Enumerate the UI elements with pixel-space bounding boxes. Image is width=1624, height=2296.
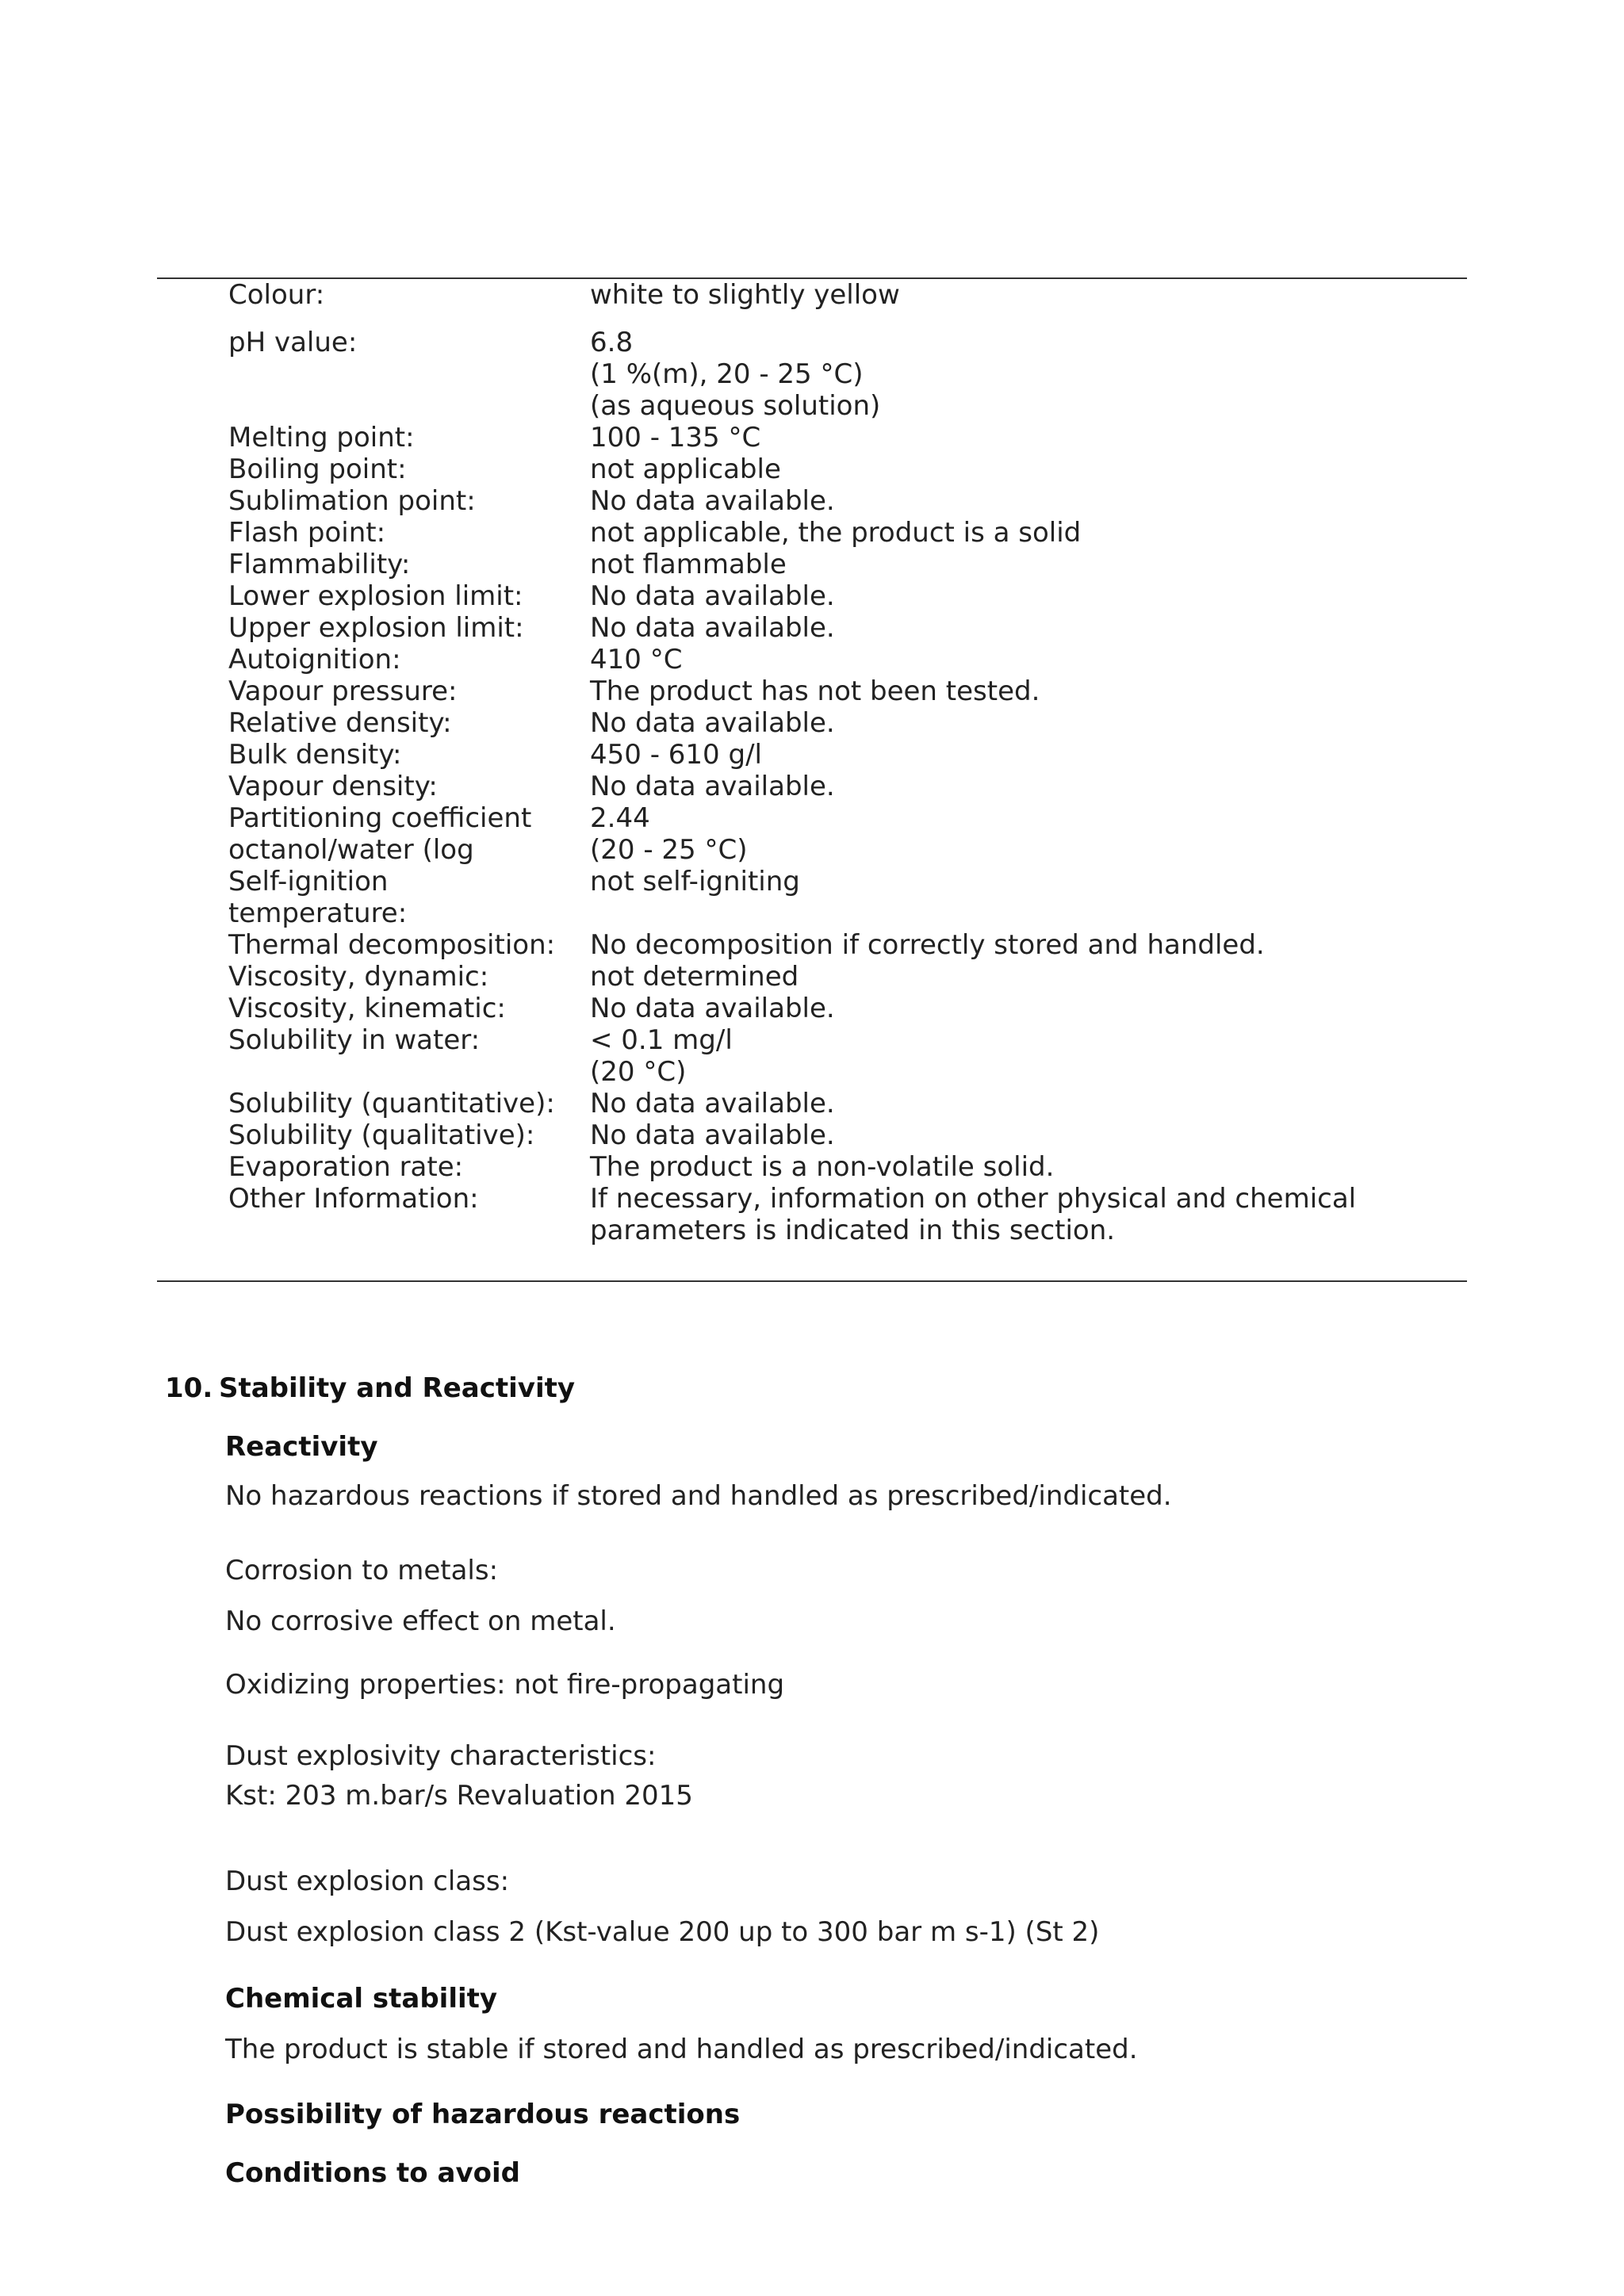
property-value-line: (1 %(m), 20 - 25 °C) bbox=[590, 358, 864, 390]
dust-class-value: Dust explosion class 2 (Kst-value 200 up to 300 bar m s-1) (St 2) bbox=[225, 1916, 1100, 1948]
property-label: Sublimation point: bbox=[228, 485, 476, 517]
property-row bbox=[228, 485, 1418, 517]
property-value-line: not applicable, the product is a solid bbox=[590, 517, 1082, 549]
property-row bbox=[228, 739, 1418, 771]
property-label: Thermal decomposition: bbox=[228, 929, 556, 961]
physical-properties-list bbox=[228, 279, 1418, 1246]
property-row bbox=[228, 580, 1418, 612]
property-label: Solubility (quantitative): bbox=[228, 1088, 555, 1119]
section-number: 10. bbox=[165, 1372, 213, 1404]
dust-class-label: Dust explosion class: bbox=[225, 1866, 510, 1897]
property-value-line: parameters is indicated in this section. bbox=[590, 1215, 1116, 1246]
property-value-line: The product is a non-volatile solid. bbox=[590, 1151, 1055, 1183]
property-row bbox=[228, 993, 1418, 1024]
property-row bbox=[228, 707, 1418, 739]
property-label: Evaporation rate: bbox=[228, 1151, 464, 1183]
property-label: Upper explosion limit: bbox=[228, 612, 524, 644]
property-value bbox=[590, 739, 1418, 771]
property-value bbox=[590, 1183, 1418, 1246]
property-value-line: not flammable bbox=[590, 549, 787, 580]
property-row bbox=[228, 1088, 1418, 1119]
property-value bbox=[590, 612, 1418, 644]
property-label: pH value: bbox=[228, 327, 358, 358]
property-row bbox=[228, 453, 1418, 485]
property-label: Vapour density: bbox=[228, 771, 438, 802]
property-row bbox=[228, 675, 1418, 707]
property-value bbox=[590, 327, 1418, 422]
property-label: Viscosity, dynamic: bbox=[228, 961, 489, 993]
reactivity-text: No hazardous reactions if stored and handled as prescribed/indicated. bbox=[225, 1480, 1172, 1512]
property-row bbox=[228, 612, 1418, 644]
reactivity-heading: Reactivity bbox=[225, 1431, 378, 1463]
property-value-line: 6.8 bbox=[590, 327, 634, 358]
dust-explosivity-value: Kst: 203 m.bar/s Revaluation 2015 bbox=[225, 1780, 693, 1812]
property-value-line: (20 - 25 °C) bbox=[590, 834, 748, 866]
property-row bbox=[228, 802, 1418, 866]
property-label: Flammability: bbox=[228, 549, 411, 580]
property-label: Other Information: bbox=[228, 1183, 479, 1215]
property-value bbox=[590, 1024, 1418, 1088]
property-value bbox=[590, 422, 1418, 453]
property-value-line: (as aqueous solution) bbox=[590, 390, 881, 422]
property-label: Self-ignition temperature: bbox=[228, 866, 408, 929]
property-value bbox=[590, 993, 1418, 1024]
property-label: Boiling point: bbox=[228, 453, 407, 485]
property-value bbox=[590, 1088, 1418, 1119]
property-value bbox=[590, 961, 1418, 993]
property-value bbox=[590, 866, 1418, 929]
property-value-line: No data available. bbox=[590, 1119, 835, 1151]
property-value bbox=[590, 549, 1418, 580]
property-value bbox=[590, 675, 1418, 707]
property-value-line: not applicable bbox=[590, 453, 781, 485]
property-label: Flash point: bbox=[228, 517, 386, 549]
property-value-line: 410 °C bbox=[590, 644, 683, 675]
property-value bbox=[590, 802, 1418, 866]
property-label: Relative density: bbox=[228, 707, 452, 739]
property-value-line: No data available. bbox=[590, 580, 835, 612]
property-value-line: No decomposition if correctly stored and handled. bbox=[590, 929, 1265, 961]
property-row bbox=[228, 517, 1418, 549]
property-row bbox=[228, 961, 1418, 993]
property-row bbox=[228, 929, 1418, 961]
oxidizing-text: Oxidizing properties: not fire-propagating bbox=[225, 1669, 785, 1701]
property-label: Viscosity, kinematic: bbox=[228, 993, 506, 1024]
property-value bbox=[590, 1151, 1418, 1183]
property-label: Solubility in water: bbox=[228, 1024, 481, 1056]
property-label: Colour: bbox=[228, 279, 325, 311]
property-label: Lower explosion limit: bbox=[228, 580, 523, 612]
property-row bbox=[228, 1024, 1418, 1088]
corrosion-label: Corrosion to metals: bbox=[225, 1555, 499, 1586]
property-row bbox=[228, 1119, 1418, 1151]
property-row bbox=[228, 549, 1418, 580]
section-heading bbox=[165, 1372, 1465, 1405]
property-value bbox=[590, 771, 1418, 802]
property-value bbox=[590, 707, 1418, 739]
section-title: Stability and Reactivity bbox=[219, 1372, 576, 1404]
property-label: Solubility (qualitative): bbox=[228, 1119, 535, 1151]
property-value-line: 100 - 135 °C bbox=[590, 422, 761, 453]
property-row bbox=[228, 771, 1418, 802]
hazardous-reactions-heading: Possibility of hazardous reactions bbox=[225, 2099, 741, 2130]
property-value bbox=[590, 485, 1418, 517]
property-value bbox=[590, 1119, 1418, 1151]
corrosion-text: No corrosive effect on metal. bbox=[225, 1605, 616, 1637]
property-label: Vapour pressure: bbox=[228, 675, 458, 707]
property-value-line: < 0.1 mg/l bbox=[590, 1024, 733, 1056]
property-row bbox=[228, 644, 1418, 675]
property-row bbox=[228, 279, 1418, 311]
table-bottom-rule bbox=[157, 1280, 1467, 1282]
property-row bbox=[228, 1183, 1418, 1246]
property-value-line: not determined bbox=[590, 961, 799, 993]
property-value-line: No data available. bbox=[590, 612, 835, 644]
property-row bbox=[228, 1151, 1418, 1183]
dust-explosivity-label: Dust explosivity characteristics: bbox=[225, 1740, 657, 1772]
property-value bbox=[590, 929, 1418, 961]
property-value-line: If necessary, information on other physical and chemical bbox=[590, 1183, 1357, 1215]
property-value bbox=[590, 279, 1418, 311]
property-row bbox=[228, 866, 1418, 929]
chemical-stability-text: The product is stable if stored and handled as prescribed/indicated. bbox=[225, 2034, 1138, 2065]
property-label: Autoignition: bbox=[228, 644, 401, 675]
property-value bbox=[590, 580, 1418, 612]
section-body bbox=[165, 1430, 1465, 2190]
property-value-line: 2.44 bbox=[590, 802, 650, 834]
property-row bbox=[228, 327, 1418, 422]
property-value-line: not self-igniting bbox=[590, 866, 800, 897]
property-label: Bulk density: bbox=[228, 739, 402, 771]
property-value-line: white to slightly yellow bbox=[590, 279, 900, 311]
property-value-line: No data available. bbox=[590, 993, 835, 1024]
property-label: Partitioning coefficient octanol/water (log bbox=[228, 802, 532, 866]
chemical-stability-heading: Chemical stability bbox=[225, 1983, 498, 2015]
property-value-line: 450 - 610 g/l bbox=[590, 739, 762, 771]
property-value-line: No data available. bbox=[590, 707, 835, 739]
property-value bbox=[590, 453, 1418, 485]
property-value-line: (20 °C) bbox=[590, 1056, 687, 1088]
property-value-line: The product has not been tested. bbox=[590, 675, 1040, 707]
property-value-line: No data available. bbox=[590, 485, 835, 517]
property-value bbox=[590, 517, 1418, 549]
property-value bbox=[590, 644, 1418, 675]
property-value-line: No data available. bbox=[590, 1088, 835, 1119]
property-label: Melting point: bbox=[228, 422, 415, 453]
property-row bbox=[228, 422, 1418, 453]
section-10 bbox=[165, 1372, 1465, 2190]
conditions-to-avoid-heading: Conditions to avoid bbox=[225, 2157, 520, 2189]
property-value-line: No data available. bbox=[590, 771, 835, 802]
